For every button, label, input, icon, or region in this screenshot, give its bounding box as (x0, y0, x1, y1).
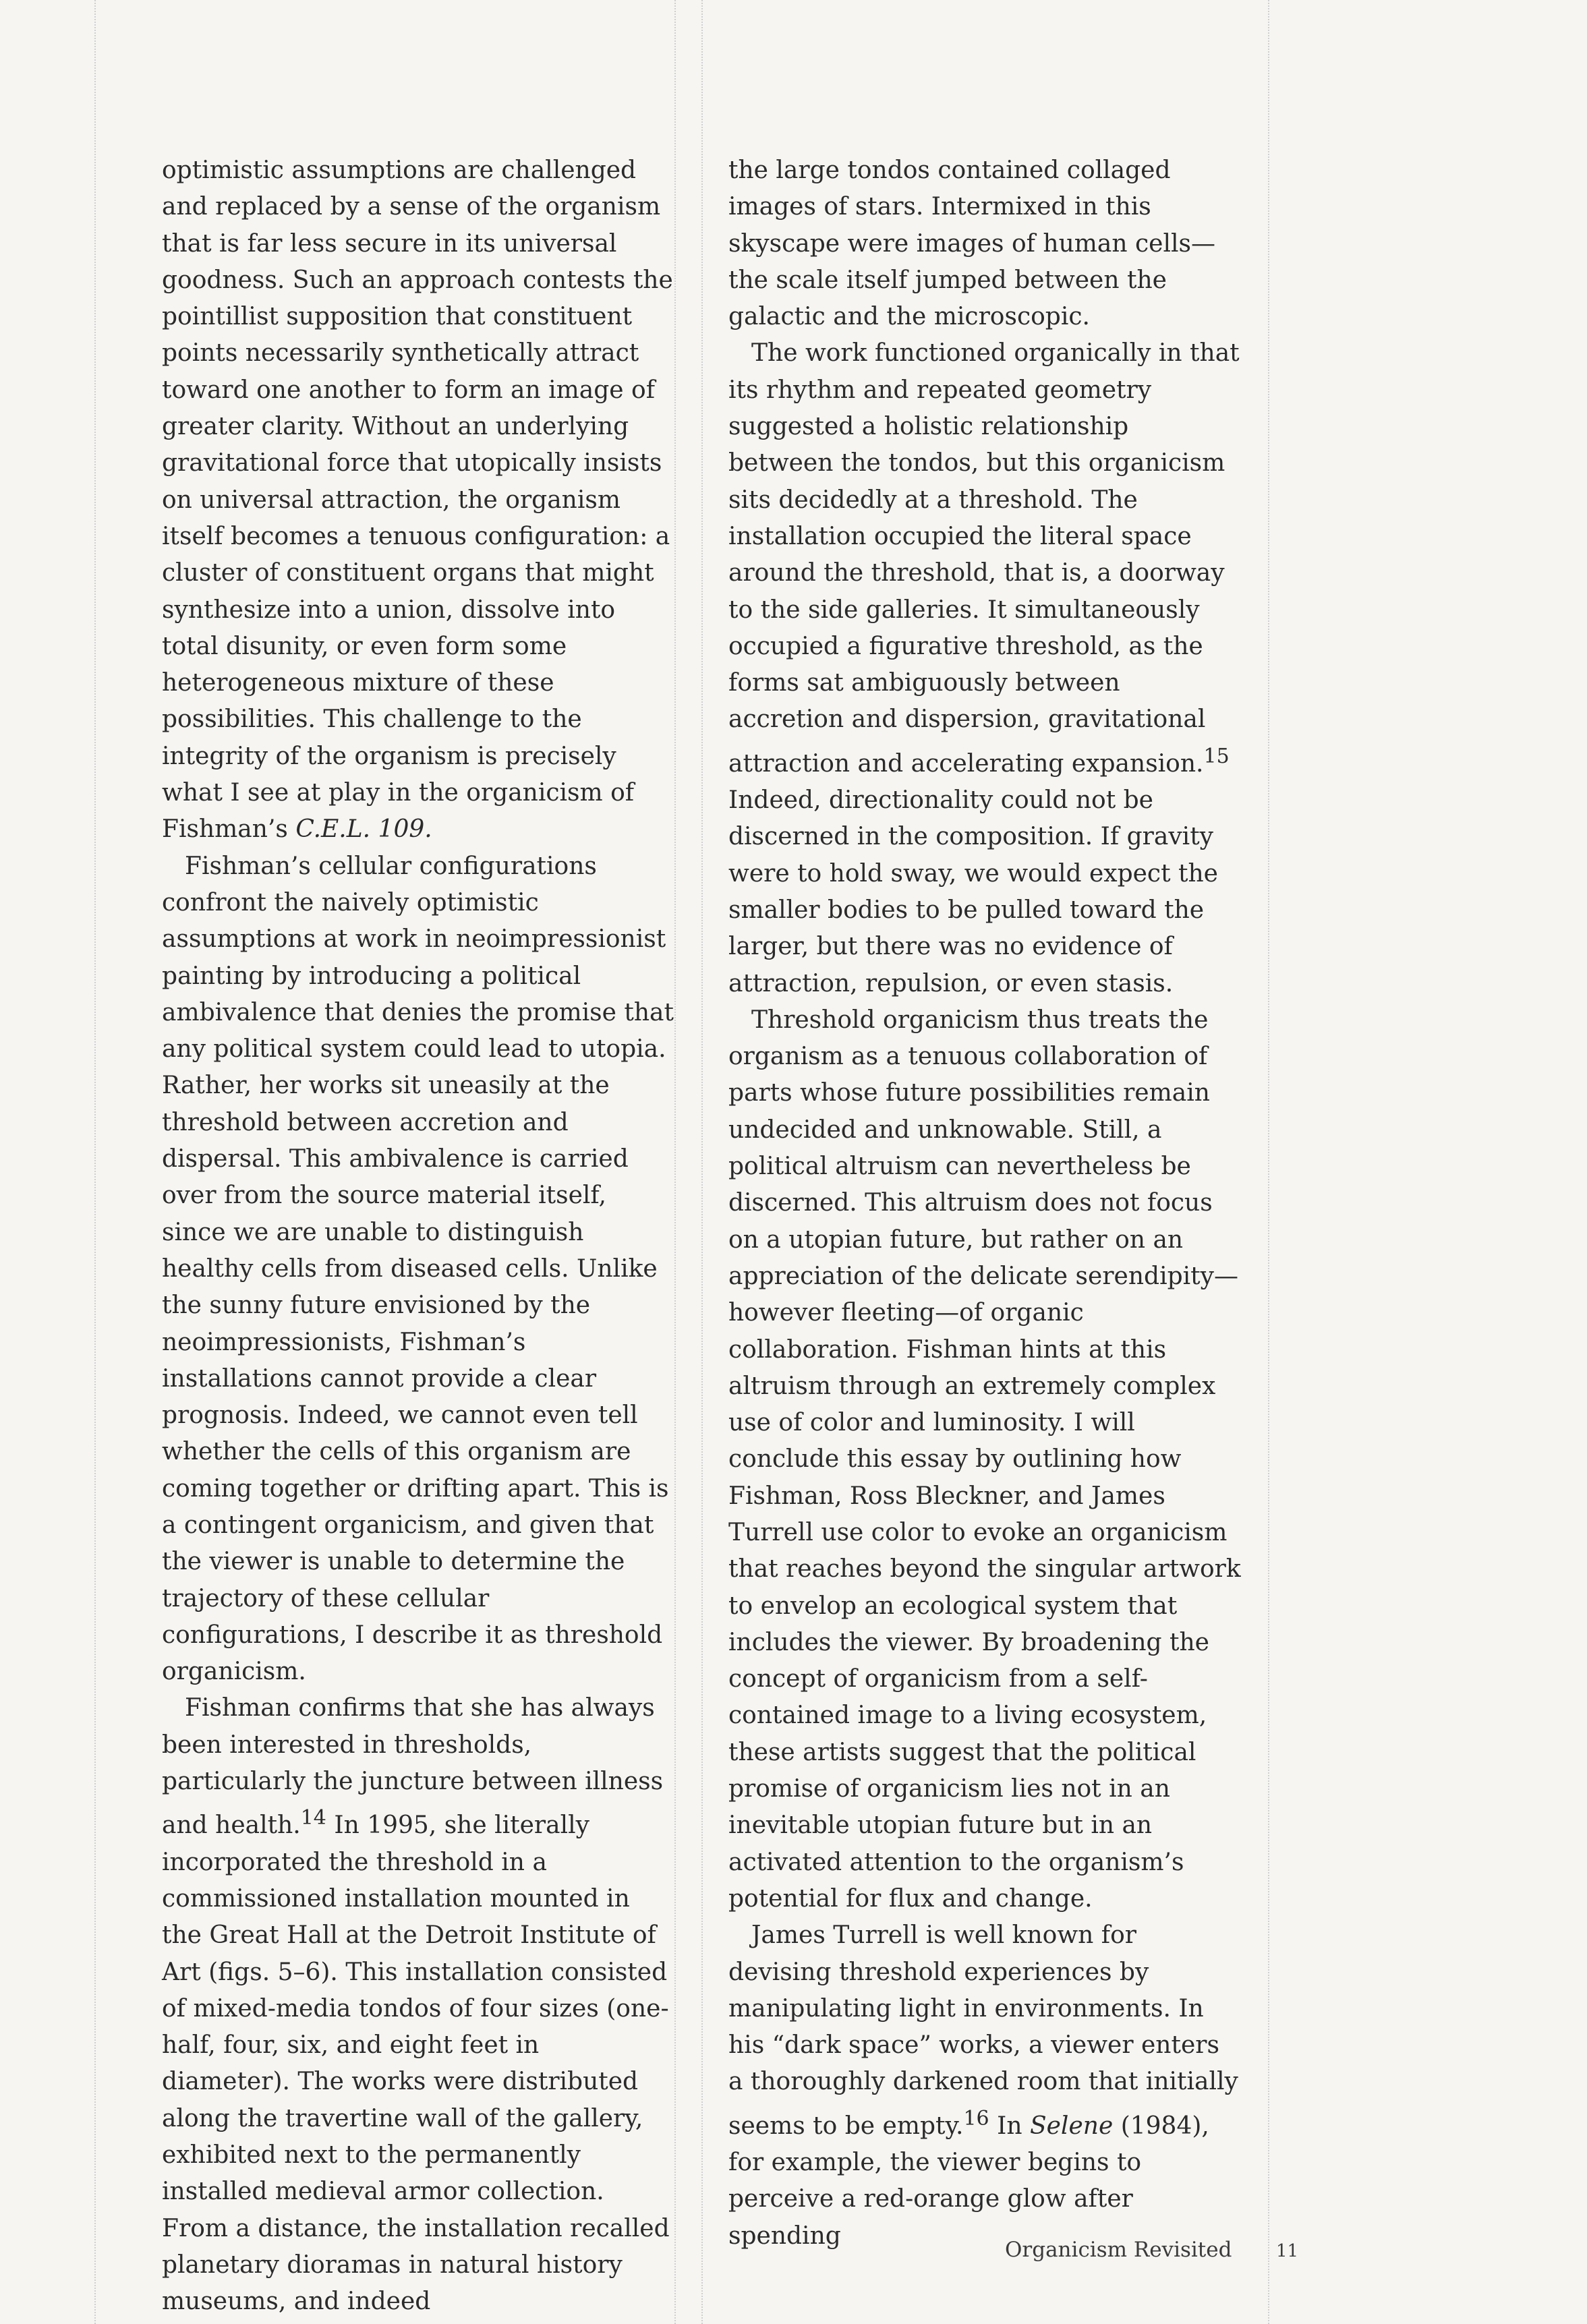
running-head: Organicism Revisited (1005, 2238, 1232, 2262)
gutter-guide-2 (701, 0, 703, 2324)
paragraph: Threshold organicism thus treats the organism as a tenuous collaboration of parts whose future possibilities remain undecided and unknowable. Still, a political altruism can nevertheless be discerned. This altruism does not focus on a utopian future, but rather on an appreciation of the delicate serendipity—however fleeting—of organic collaboration. Fishman hints at this altruism through an extremely complex use of color and luminosity. I will conclude this essay by outlining how Fishman, Ross Bleckner, and James Turrell use color to evoke an organicism that reaches beyond the singular artwork to envelop an ecological system that includes the viewer. By broadening the concept of organicism from a self-contained image to a living ecosystem, these artists suggest that the political promise of organicism lies not in an inevitable utopian future but in an activated attention to the organism’s potential for flux and change. (728, 1006, 1241, 1913)
artwork-title: C.E.L. 109. (295, 815, 432, 844)
paragraph: optimistic assumptions are challenged and replaced by a sense of the organism that is far less secure in its universal goodness. Such an approach contests the pointillist supposition that constituent points necessarily synthetically attract toward one another to form an image of greater clarity. Without an underlying gravitational force that utopically insists on universal attraction, the organism itself becomes a tenuous configuration: a cluster of constituent organs that might synthesize into a union, dissolve into total disunity, or even form some heterogeneous mixture of these possibilities. This challenge to the integrity of the organism is precisely what I see at play in the organicism of Fishman’s C.E.L. 109. (162, 156, 673, 844)
margin-guide-left (94, 0, 96, 2324)
artwork-title: Selene (1029, 2112, 1114, 2140)
gutter-guide-1 (674, 0, 676, 2324)
footnote-marker: 14 (300, 1806, 326, 1830)
page-number: 11 (1276, 2241, 1299, 2261)
right-text-column (728, 152, 1241, 2255)
paragraph: The work functioned organically in that its rhythm and repeated geometry suggested a holistic relationship between the tondos, but this organicism sits decidedly at a threshold. The installation occupied the literal space around the threshold, that is, a doorway to the side galleries. It simultaneously occupied a figurative threshold, as the forms sat ambiguously between accretion and dispersion, gravitational attraction and accelerating expansion.$^{15}$ Indeed, directionality could not be discerned in the composition. If gravity were to hold sway, we would expect the smaller bodies to be pulled toward the larger, but there was no evidence of attraction, repulsion, or even stasis. (728, 339, 1240, 997)
footnote-marker: 15 (1203, 744, 1230, 768)
paragraph: Fishman’s cellular configurations confront the naively optimistic assumptions at work in neoimpressionist painting by introducing a political ambivalence that denies the promise that any political system could lead to utopia. Rather, her works sit uneasily at the threshold between accretion and dispersal. This ambivalence is carried over from the source material itself, since we are unable to distinguish healthy cells from diseased cells. Unlike the sunny future envisioned by the neoimpressionists, Fishman’s installations cannot provide a clear prognosis. Indeed, we cannot even tell whether the cells of this organism are coming together or drifting apart. This is a contingent organicism, and given that the viewer is unable to determine the trajectory of these cellular configurations, I describe it as threshold organicism. (162, 852, 674, 1686)
paragraph: the large tondos contained collaged images of stars. Intermixed in this skyscape were images of human cells—the scale itself jumped between the galactic and the microscopic. (728, 156, 1215, 331)
paragraph: James Turrell is well known for devising threshold experiences by manipulating light in environments. In his “dark space” works, a viewer enters a thoroughly darkened room that initially seems to be empty.$^{16}$ In Selene (1984), for example, the viewer begins to perceive a red-orange glow after spending (728, 1921, 1238, 2250)
footnote-marker: 16 (963, 2106, 989, 2130)
paragraph: Fishman confirms that she has always been interested in thresholds, particularly the juncture between illness and health.$^{14}$ In 1995, she literally incorporated the threshold in a commissioned installation mounted in the Great Hall at the Detroit Institute of Art (figs. 5–6). This installation consisted of mixed-media tondos of four sizes (one-half, four, six, and eight feet in diameter). The works were distributed along the travertine wall of the gallery, exhibited next to the permanently installed medieval armor collection. From a distance, the installation recalled planetary dioramas in natural history museums, and indeed (162, 1694, 670, 2316)
margin-guide-right (1268, 0, 1269, 2324)
left-text-column (162, 152, 674, 2321)
